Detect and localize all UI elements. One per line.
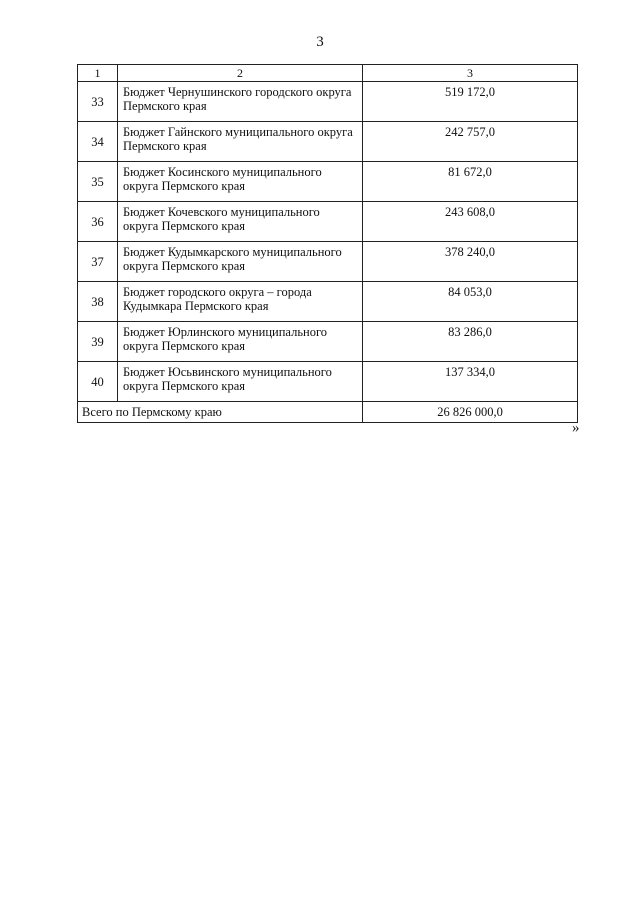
total-amount: 26 826 000,0 xyxy=(363,402,578,423)
row-number: 38 xyxy=(78,282,118,322)
header-cell-col1: 1 xyxy=(78,65,118,82)
budget-amount: 243 608,0 xyxy=(363,202,578,242)
budget-amount: 137 334,0 xyxy=(363,362,578,402)
budget-name: Бюджет Юсьвинского муниципального округа Пермского края xyxy=(118,362,363,402)
budget-name: Бюджет Кудымкарского муниципального округа Пермского края xyxy=(118,242,363,282)
budget-name: Бюджет городского округа – города Кудымкара Пермского края xyxy=(118,282,363,322)
row-number: 37 xyxy=(78,242,118,282)
closing-quote-mark: » xyxy=(572,420,580,436)
budget-amount: 242 757,0 xyxy=(363,122,578,162)
budget-amount: 84 053,0 xyxy=(363,282,578,322)
budget-name: Бюджет Юрлинского муниципального округа Пермского края xyxy=(118,322,363,362)
budget-amount: 83 286,0 xyxy=(363,322,578,362)
budget-name: Бюджет Косинского муниципального округа Пермского края xyxy=(118,162,363,202)
header-cell-col2: 2 xyxy=(118,65,363,82)
table-header-row xyxy=(78,65,578,82)
budget-name: Бюджет Чернушинского городского округа Пермского края xyxy=(118,82,363,122)
table-row xyxy=(78,162,578,202)
row-number: 36 xyxy=(78,202,118,242)
budget-amount: 519 172,0 xyxy=(363,82,578,122)
table-row xyxy=(78,242,578,282)
header-cell-col3: 3 xyxy=(363,65,578,82)
table-row xyxy=(78,82,578,122)
page-number: 3 xyxy=(316,34,324,50)
total-label: Всего по Пермскому краю xyxy=(78,402,363,423)
table-row xyxy=(78,122,578,162)
budget-name: Бюджет Гайнского муниципального округа Пермского края xyxy=(118,122,363,162)
row-number: 40 xyxy=(78,362,118,402)
row-number: 33 xyxy=(78,82,118,122)
row-number: 39 xyxy=(78,322,118,362)
budget-name: Бюджет Кочевского муниципального округа Пермского края xyxy=(118,202,363,242)
total-row xyxy=(78,402,578,423)
table-row xyxy=(78,282,578,322)
table-row xyxy=(78,362,578,402)
budget-amount: 81 672,0 xyxy=(363,162,578,202)
budget-table xyxy=(77,64,578,423)
budget-amount: 378 240,0 xyxy=(363,242,578,282)
row-number: 35 xyxy=(78,162,118,202)
table-row xyxy=(78,202,578,242)
table-row xyxy=(78,322,578,362)
row-number: 34 xyxy=(78,122,118,162)
